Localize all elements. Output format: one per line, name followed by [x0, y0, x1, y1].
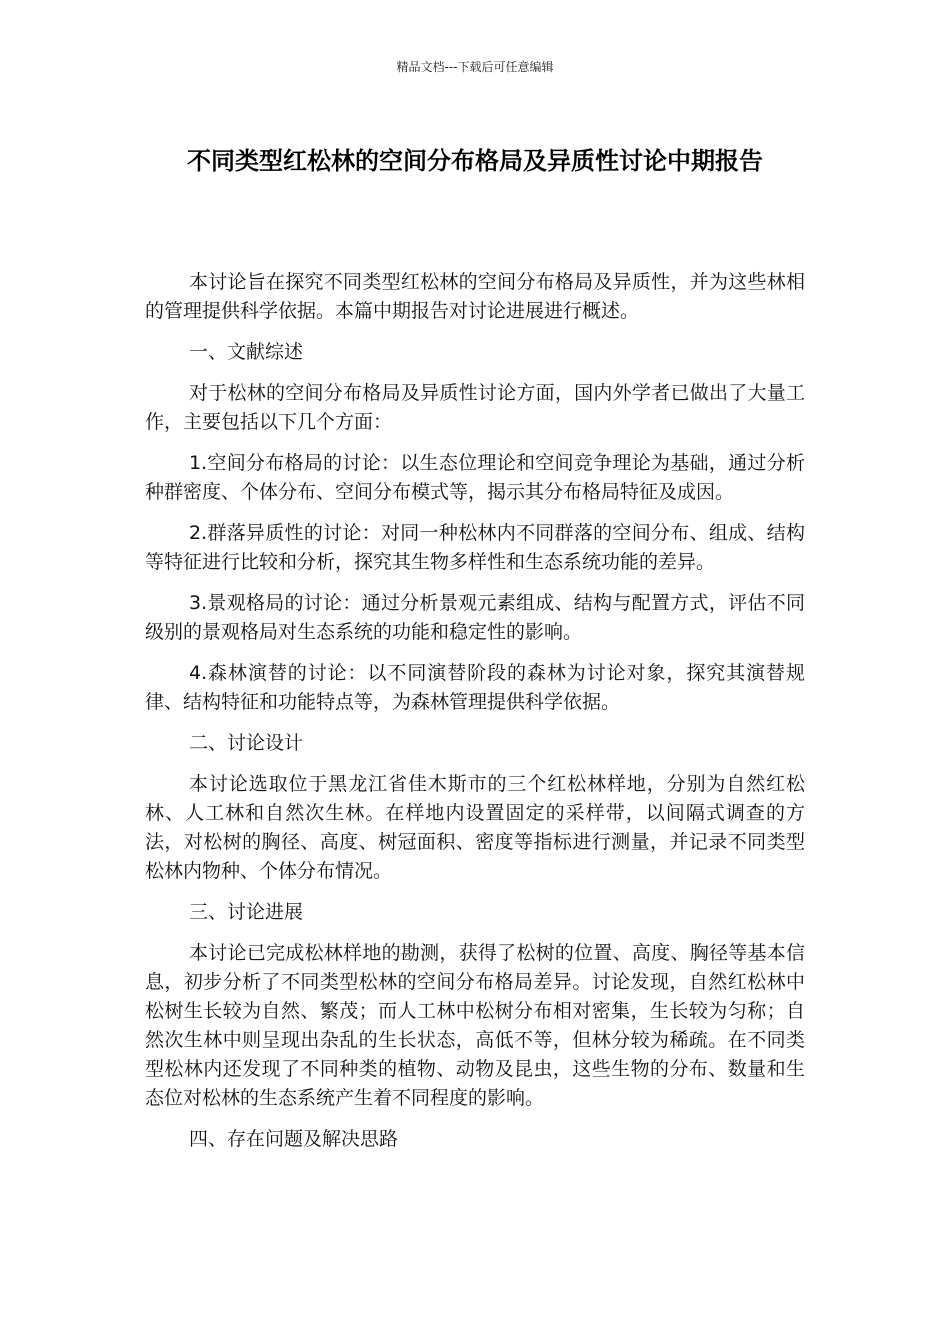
progress-paragraph: 本讨论已完成松林样地的勘测，获得了松树的位置、高度、胸径等基本信息，初步分析了不同类型松林的空间分布格局差异。讨论发现，自然红松林中松树生长较为自然、繁茂；而人工林中松树分布相对密集，生长较为匀称；自然次生林中则呈现出杂乱的生长状态，高低不等，但林分较为稀疏。在不同类型松林内还发现了不同种类的植物、动物及昆虫，这些生物的分布、数量和生态位对松林的生态系统产生着不同程度的影响。 [145, 942, 805, 1109]
intro-paragraph: 本讨论旨在探究不同类型红松林的空间分布格局及异质性，并为这些林相的管理提供科学依据。本篇中期报告对讨论进展进行概述。 [145, 271, 805, 322]
literature-item-community-heterogeneity: 2.群落异质性的讨论：对同一种松林内不同群落的空间分布、组成、结构等特征进行比较和分析，探究其生物多样性和生态系统功能的差异。 [145, 522, 805, 573]
section-heading-literature-review: 一、文献综述 [189, 341, 304, 363]
document-body [145, 268, 805, 1166]
literature-item-spatial-pattern: 1.空间分布格局的讨论：以生态位理论和空间竞争理论为基础，通过分析种群密度、个体分布、空间分布模式等，揭示其分布格局特征及成因。 [145, 452, 805, 503]
section-heading-problems: 四、存在问题及解决思路 [189, 1128, 399, 1150]
section-heading-study-design: 二、讨论设计 [189, 732, 304, 754]
page-header-note: 精品文档---下载后可任意编辑 [396, 60, 554, 74]
literature-review-intro: 对于松林的空间分布格局及异质性讨论方面，国内外学者已做出了大量工作，主要包括以下几个方面： [145, 382, 805, 433]
study-design-paragraph: 本讨论选取位于黑龙江省佳木斯市的三个红松林样地，分别为自然红松林、人工林和自然次生林。在样地内设置固定的采样带，以间隔式调查的方法，对松树的胸径、高度、树冠面积、密度等指标进行测量，并记录不同类型松林内物种、个体分布情况。 [145, 773, 805, 882]
literature-item-forest-succession: 4.森林演替的讨论：以不同演替阶段的森林为讨论对象，探究其演替规律、结构特征和功能特点等，为森林管理提供科学依据。 [145, 662, 805, 713]
section-heading-progress: 三、讨论进展 [189, 901, 304, 923]
document-title: 不同类型红松林的空间分布格局及异质性讨论中期报告 [187, 147, 763, 175]
literature-item-landscape-pattern: 3.景观格局的讨论：通过分析景观元素组成、结构与配置方式，评估不同级别的景观格局对生态系统的功能和稳定性的影响。 [145, 592, 805, 643]
